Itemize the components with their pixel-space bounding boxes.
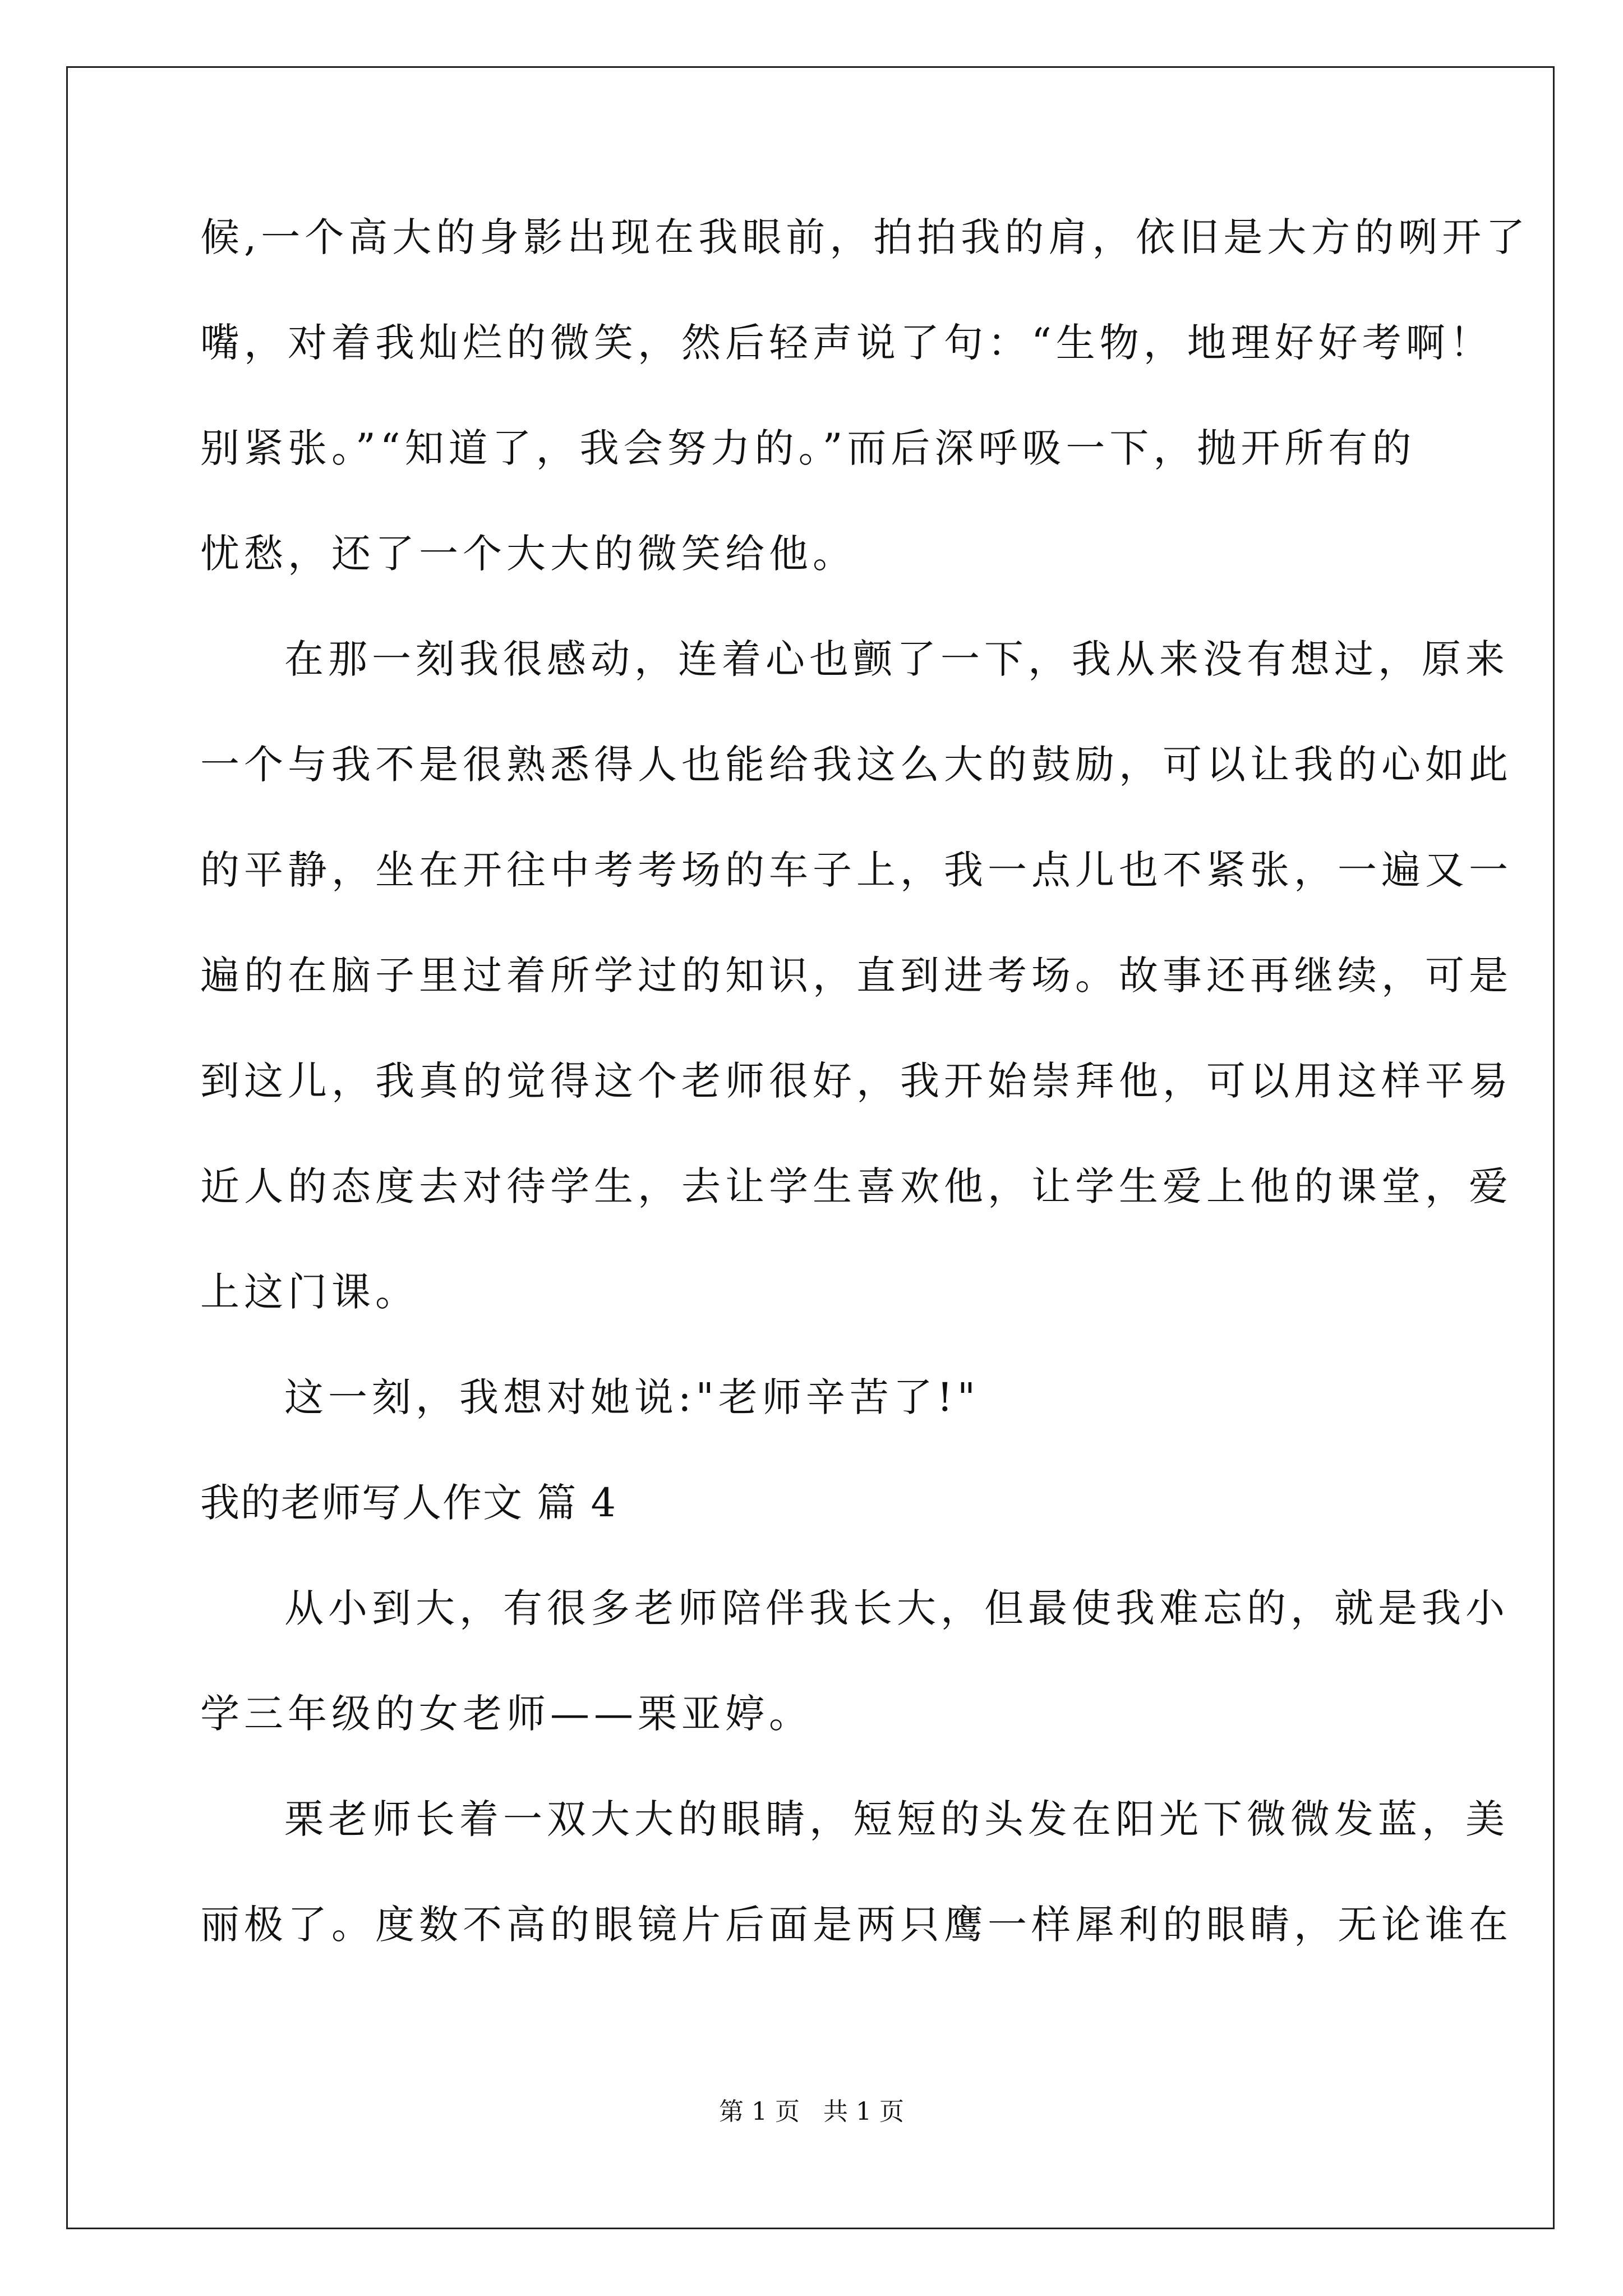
text-line: 近人的态度去对待学生，去让学生喜欢他，让学生爱上他的课堂，爱 [200, 1163, 1513, 1209]
text-line: 的平静，坐在开往中考考场的车子上，我一点儿也不紧张，一遍又一 [200, 847, 1513, 893]
page-number: 第 1 页 [719, 2097, 800, 2126]
text-line: 学三年级的女老师——栗亚婷。 [200, 1691, 813, 1737]
text-line: 别紧张。”“知道了，我会努力的。”而后深呼吸一下，抛开所有的 [200, 425, 1416, 471]
text-line: 栗老师长着一双大大的眼睛，短短的头发在阳光下微微发蓝，美 [284, 1796, 1509, 1842]
text-line: 候,一个高大的身影出现在我眼前，拍拍我的肩，依旧是大方的咧开了 [200, 214, 1530, 260]
text-line: 一个与我不是很熟悉得人也能给我这么大的鼓励，可以让我的心如此 [200, 742, 1513, 788]
text-line: 忧愁，还了一个大大的微笑给他。 [200, 531, 856, 577]
document-body [200, 206, 1530, 1999]
section-heading: 我的老师写人作文 篇 4 [200, 1480, 617, 1526]
page-total: 共 1 页 [823, 2097, 904, 2126]
text-line: 上这门课。 [200, 1269, 419, 1315]
text-line: 遍的在脑子里过着所学过的知识，直到进考场。故事还再继续，可是 [200, 953, 1513, 999]
page-footer [0, 2091, 1623, 2127]
text-line: 这一刻，我想对她说:"老师辛苦了!" [284, 1374, 980, 1420]
text-line: 嘴，对着我灿烂的微笑，然后轻声说了句：“生物，地理好好考啊！ [200, 320, 1493, 366]
text-line: 从小到大，有很多老师陪伴我长大，但最使我难忘的，就是我小 [284, 1585, 1509, 1631]
text-line: 到这儿，我真的觉得这个老师很好，我开始崇拜他，可以用这样平易 [200, 1058, 1513, 1104]
text-line: 丽极了。度数不高的眼镜片后面是两只鹰一样犀利的眼睛，无论谁在 [200, 1902, 1513, 1948]
text-line: 在那一刻我很感动，连着心也颤了一下，我从来没有想过，原来 [284, 636, 1509, 682]
